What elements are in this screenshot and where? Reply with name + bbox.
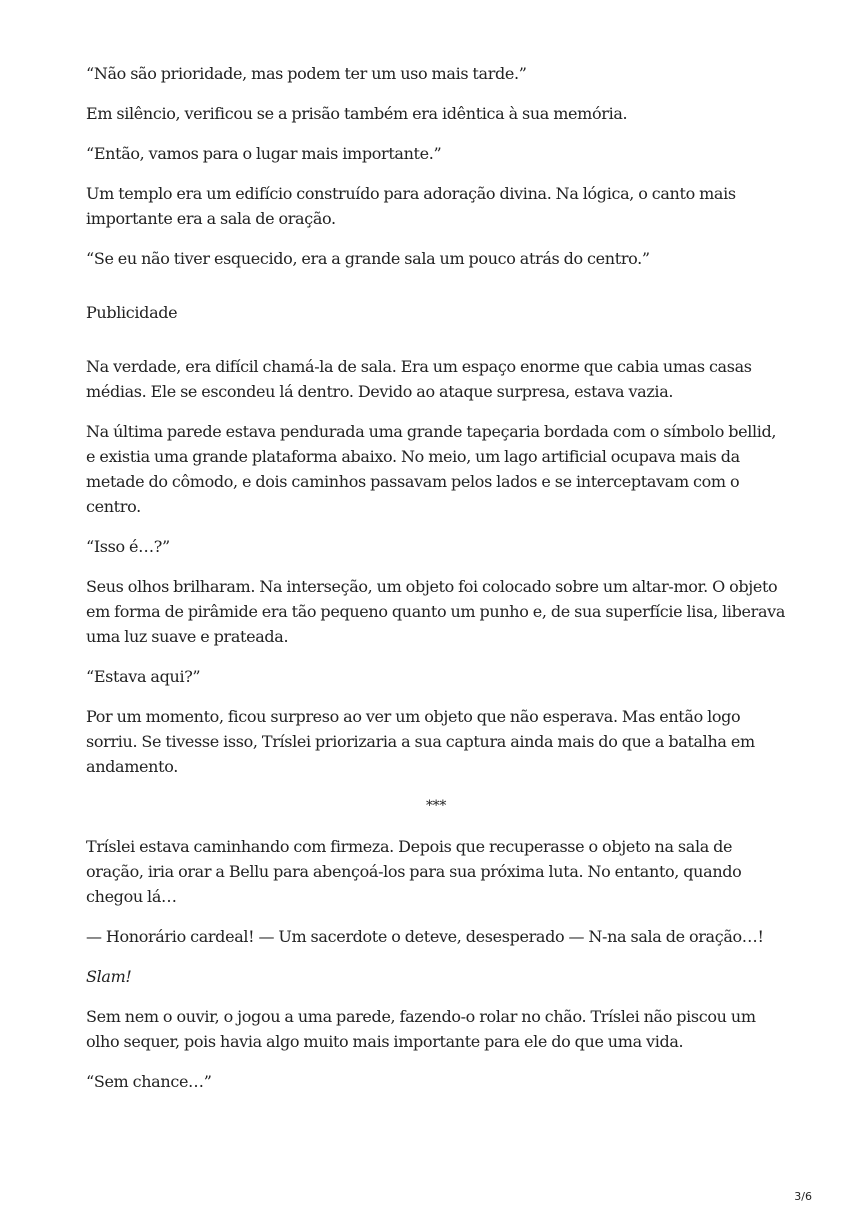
paragraph: Seus olhos brilharam. Na interseção, um objeto foi colocado sobre um altar-mor. O objeto em forma de pirâmide era tão pequeno quanto um punho e, de sua superfície lisa, liberava uma luz suave e prateada. — [86, 577, 786, 646]
document-body — [86, 61, 786, 1109]
paragraph: Sem nem o ouvir, o jogou a uma parede, fazendo-o rolar no chão. Tríslei não piscou um olho sequer, pois havia algo muito mais importante para ele do que uma vida. — [86, 1007, 756, 1051]
paragraph: “Não são prioridade, mas podem ter um uso mais tarde.” — [86, 64, 527, 83]
scene-separator: *** — [426, 798, 446, 814]
paragraph: “Estava aqui?” — [86, 667, 201, 686]
paragraph: Na verdade, era difícil chamá-la de sala. Era um espaço enorme que cabia umas casas médias. Ele se escondeu lá dentro. Devido ao ataque surpresa, estava vazia. — [86, 357, 752, 401]
paragraph: “Então, vamos para o lugar mais importante.” — [86, 144, 442, 163]
paragraph: Tríslei estava caminhando com firmeza. Depois que recuperasse o objeto na sala de oração, iria orar a Bellu para abençoá-los para sua próxima luta. No entanto, quando chegou lá… — [86, 837, 742, 906]
paragraph: Na última parede estava pendurada uma grande tapeçaria bordada com o símbolo bellid, e existia uma grande plataforma abaixo. No meio, um lago artificial ocupava mais da metade do cômodo, e dois caminhos passavam pelos lados e se interceptavam com o centro. — [86, 422, 777, 516]
paragraph: “Isso é…?” — [86, 537, 170, 556]
paragraph: Um templo era um edifício construído para adoração divina. Na lógica, o canto mais importante era a sala de oração. — [86, 184, 736, 228]
page-number: 3/6 — [794, 1190, 812, 1203]
paragraph: Em silêncio, verificou se a prisão também era idêntica à sua memória. — [86, 104, 628, 123]
paragraph: “Se eu não tiver esquecido, era a grande sala um pouco atrás do centro.” — [86, 249, 650, 268]
sound-effect: Slam! — [86, 967, 132, 986]
paragraph: Por um momento, ficou surpreso ao ver um objeto que não esperava. Mas então logo sorriu. Se tivesse isso, Tríslei priorizaria a sua captura ainda mais do que a batalha em andamento. — [86, 707, 755, 776]
paragraph: “Sem chance…” — [86, 1072, 212, 1091]
advertisement-label: Publicidade — [86, 303, 178, 322]
paragraph: — Honorário cardeal! — Um sacerdote o deteve, desesperado — N-na sala de oração…! — [86, 927, 764, 946]
